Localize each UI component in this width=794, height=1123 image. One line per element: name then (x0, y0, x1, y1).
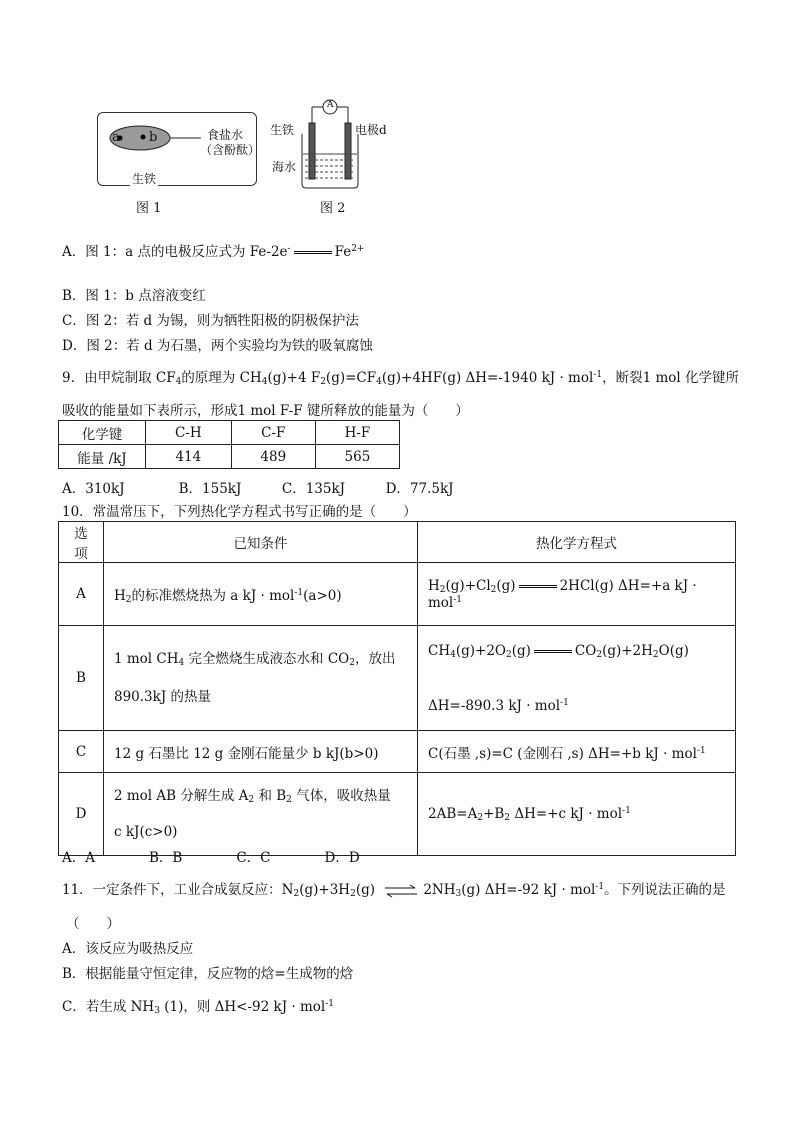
fig1-caption: 图 1 (136, 201, 162, 216)
sup: -1 (325, 999, 335, 1009)
cell-text: 1 mol CH (114, 651, 179, 667)
cell-text: C(石墨 ,s)=C (金刚石 ,s) ΔH=+b kJ · mol (428, 745, 697, 762)
electrode-d (345, 123, 351, 179)
cell-text: c kJ(c>0) (114, 824, 178, 840)
cell-text: (g)+Cl (445, 577, 491, 594)
sup: -1 (294, 587, 304, 598)
sup: -1 (696, 745, 706, 756)
q10-table (58, 521, 736, 856)
table-cell: 414 (146, 445, 232, 469)
q9-line2: 吸收的能量如下表所示，形成1 mol F-F 键所释放的能量为（ ） (62, 403, 469, 419)
sub: 2 (506, 649, 512, 660)
cell-text: (g) (496, 577, 516, 594)
q8-a-product-sup: 2+ (351, 244, 365, 254)
table-cell: 能量 /kJ (59, 445, 146, 469)
q11-paren: （ ） (66, 916, 120, 932)
table-cell: A (59, 563, 104, 626)
iron-electrode (309, 123, 315, 179)
q8-a-product: Fe (334, 244, 352, 260)
table-row (59, 563, 736, 626)
sub: 2 (248, 795, 255, 805)
cell-text: H (114, 587, 126, 604)
q11-option-c (62, 995, 334, 1016)
fig1-solution-label-2: （含酚酞） (200, 143, 261, 157)
sub: 2 (596, 649, 603, 660)
table-header-row (59, 522, 736, 563)
fig1-label-b: b (149, 130, 158, 145)
fig2-liquid-label: 海水 (272, 160, 297, 174)
cell-text: ΔH=+c kJ · mol (510, 805, 623, 822)
table-cell (418, 626, 736, 731)
q9-stem (62, 366, 739, 387)
cell-text: 2 mol AB 分解生成 A (114, 788, 249, 804)
q11-option-b: B．根据能量守恒定律，反应物的焓=生成物的焓 (62, 966, 354, 982)
q9-sup: -1 (593, 370, 603, 380)
sub: 2 (125, 594, 132, 605)
q11-option-a: A．该反应为吸热反应 (62, 941, 194, 957)
figure-2-drawing (300, 96, 370, 192)
cell-text: CH (428, 642, 451, 659)
sub: 2 (349, 658, 355, 668)
q9-sub: 4 (175, 377, 182, 387)
ammeter-label: A (327, 100, 334, 110)
q11-p2: (g)+3H (299, 882, 351, 898)
cell-text: 2AB=A (428, 805, 478, 822)
table-cell: 选项 (59, 522, 104, 563)
table-cell: H-F (315, 421, 399, 445)
q8-a-text: A．图 1：a 点的电极反应式为 Fe-2e (62, 244, 288, 260)
cell-text: ΔH=-890.3 kJ · mol (428, 697, 561, 714)
sup: -1 (622, 805, 631, 816)
q9-energy-table (58, 420, 400, 469)
q9-p6: ，断裂1 mol 化学键所 (602, 370, 739, 386)
q11-c2: (1)，则 ΔH<-92 kJ · mol (159, 999, 326, 1015)
q11-p4: 2NH (423, 882, 456, 898)
cell-text: 890.3kJ 的热量 (114, 689, 212, 705)
q8-a-sup: - (287, 244, 291, 254)
fig2-caption: 图 2 (320, 201, 346, 216)
q8-option-b: B．图 1：b 点溶液变红 (62, 288, 206, 304)
cell-text: CO (574, 642, 597, 659)
table-header-row (59, 421, 400, 445)
sub: 2 (477, 812, 484, 823)
sub: 2 (350, 889, 356, 899)
q10-stem: 10．常温常压下，下列热化学方程式书写正确的是（ ） (62, 504, 417, 520)
table-cell: C-H (146, 421, 232, 445)
sub: 2 (490, 584, 497, 595)
fig2-left-electrode-label: 生铁 (270, 123, 295, 137)
sub: 4 (178, 658, 185, 668)
cell-text: 2HCl(g) ΔH=+a kJ · mol (428, 577, 697, 611)
q9-sub: 4 (376, 377, 382, 387)
table-cell: B (59, 626, 104, 731)
equilibrium-sign (294, 251, 332, 254)
sub: 3 (154, 1006, 160, 1016)
figure-1-drawing (97, 112, 297, 192)
q9-p1: 9．由甲烷制取 CF (62, 370, 176, 386)
cell-text: 的标准燃烧热为 a kJ · mol (131, 587, 295, 604)
table-cell: 化学键 (59, 421, 146, 445)
equals-sign (519, 585, 557, 588)
sub: 2 (293, 889, 300, 899)
cell-text: +B (483, 805, 505, 822)
sup: -1 (560, 697, 569, 708)
q9-p3: (g)+4 F (267, 370, 321, 386)
cell-text: (g) (511, 642, 531, 659)
q8-option-a (62, 240, 364, 260)
q9-sub: 2 (320, 377, 326, 387)
sub: 3 (455, 889, 462, 899)
sub: 2 (652, 649, 659, 660)
cell-text: (a>0) (303, 587, 342, 604)
table-cell: D (59, 773, 104, 856)
q11-stem (62, 878, 726, 899)
q8-option-d: D．图 2：若 d 为石墨，两个实验均为铁的吸氧腐蚀 (62, 338, 373, 354)
sub: 2 (286, 795, 292, 805)
table-cell: C-F (231, 421, 315, 445)
q11-p3: (g) (355, 882, 376, 898)
q9-p4: (g)=CF (325, 370, 377, 386)
q11-p5: (g) ΔH=-92 kJ · mol (461, 882, 596, 898)
q8-option-c: C．图 2：若 d 为锡，则为牺牲阳极的阴极保护法 (62, 313, 359, 329)
fig1-label-a: a (112, 130, 120, 145)
q9-p5: (g)+4HF(g) ΔH=-1940 kJ · mol (381, 370, 594, 386)
equals-sign (534, 650, 572, 653)
table-cell (104, 773, 418, 856)
q9-sub: 4 (261, 377, 268, 387)
table-cell: 已知条件 (104, 522, 418, 563)
sup: -1 (595, 882, 605, 892)
point-b (141, 135, 146, 140)
sub: 2 (504, 812, 511, 823)
table-cell: C (59, 731, 104, 773)
fig2-right-electrode-label: 电极d (355, 123, 387, 137)
reversible-arrow-icon (383, 884, 419, 898)
q11-p1: 11．一定条件下，工业合成氨反应：N (62, 882, 294, 898)
table-row (59, 773, 736, 856)
table-cell (418, 731, 736, 773)
cell-text: H (428, 577, 440, 594)
table-row (59, 731, 736, 773)
cell-text: ，放出 (354, 651, 396, 667)
fig1-solution-label: 食盐水 (207, 128, 244, 142)
table-cell (104, 563, 418, 626)
cell-text: (g)+2O (455, 642, 506, 659)
table-row (59, 445, 400, 469)
q11-p6: 。下列说法正确的是 (604, 882, 726, 898)
cell-text: O(g) (658, 642, 689, 659)
cell-text: 完全燃烧生成液态水和 CO (184, 651, 350, 667)
cell-text: 和 B (254, 788, 287, 804)
q9-options: A．310kJ B．155kJ C．135kJ D．77.5kJ (62, 481, 454, 497)
table-cell: 热化学方程式 (418, 522, 736, 563)
q10-options: A．A B．B C．C D．D (62, 850, 360, 866)
q11-c1: C．若生成 NH (62, 999, 155, 1015)
sup: -1 (453, 594, 463, 605)
cell-text: (g)+2H (602, 642, 653, 659)
table-cell: 489 (231, 445, 315, 469)
sub: 4 (450, 649, 456, 660)
table-cell: 565 (315, 445, 399, 469)
table-cell (104, 626, 418, 731)
q9-p2: 的原理为 CH (181, 370, 262, 386)
table-cell (418, 773, 736, 856)
cell-text: 气体，吸收热量 (291, 788, 391, 804)
table-cell: 12 g 石墨比 12 g 金刚石能量少 b kJ(b>0) (104, 731, 418, 773)
fig1-bottom-label: 生铁 (132, 172, 157, 186)
table-cell (418, 563, 736, 626)
table-row (59, 626, 736, 731)
sub: 2 (439, 584, 446, 595)
